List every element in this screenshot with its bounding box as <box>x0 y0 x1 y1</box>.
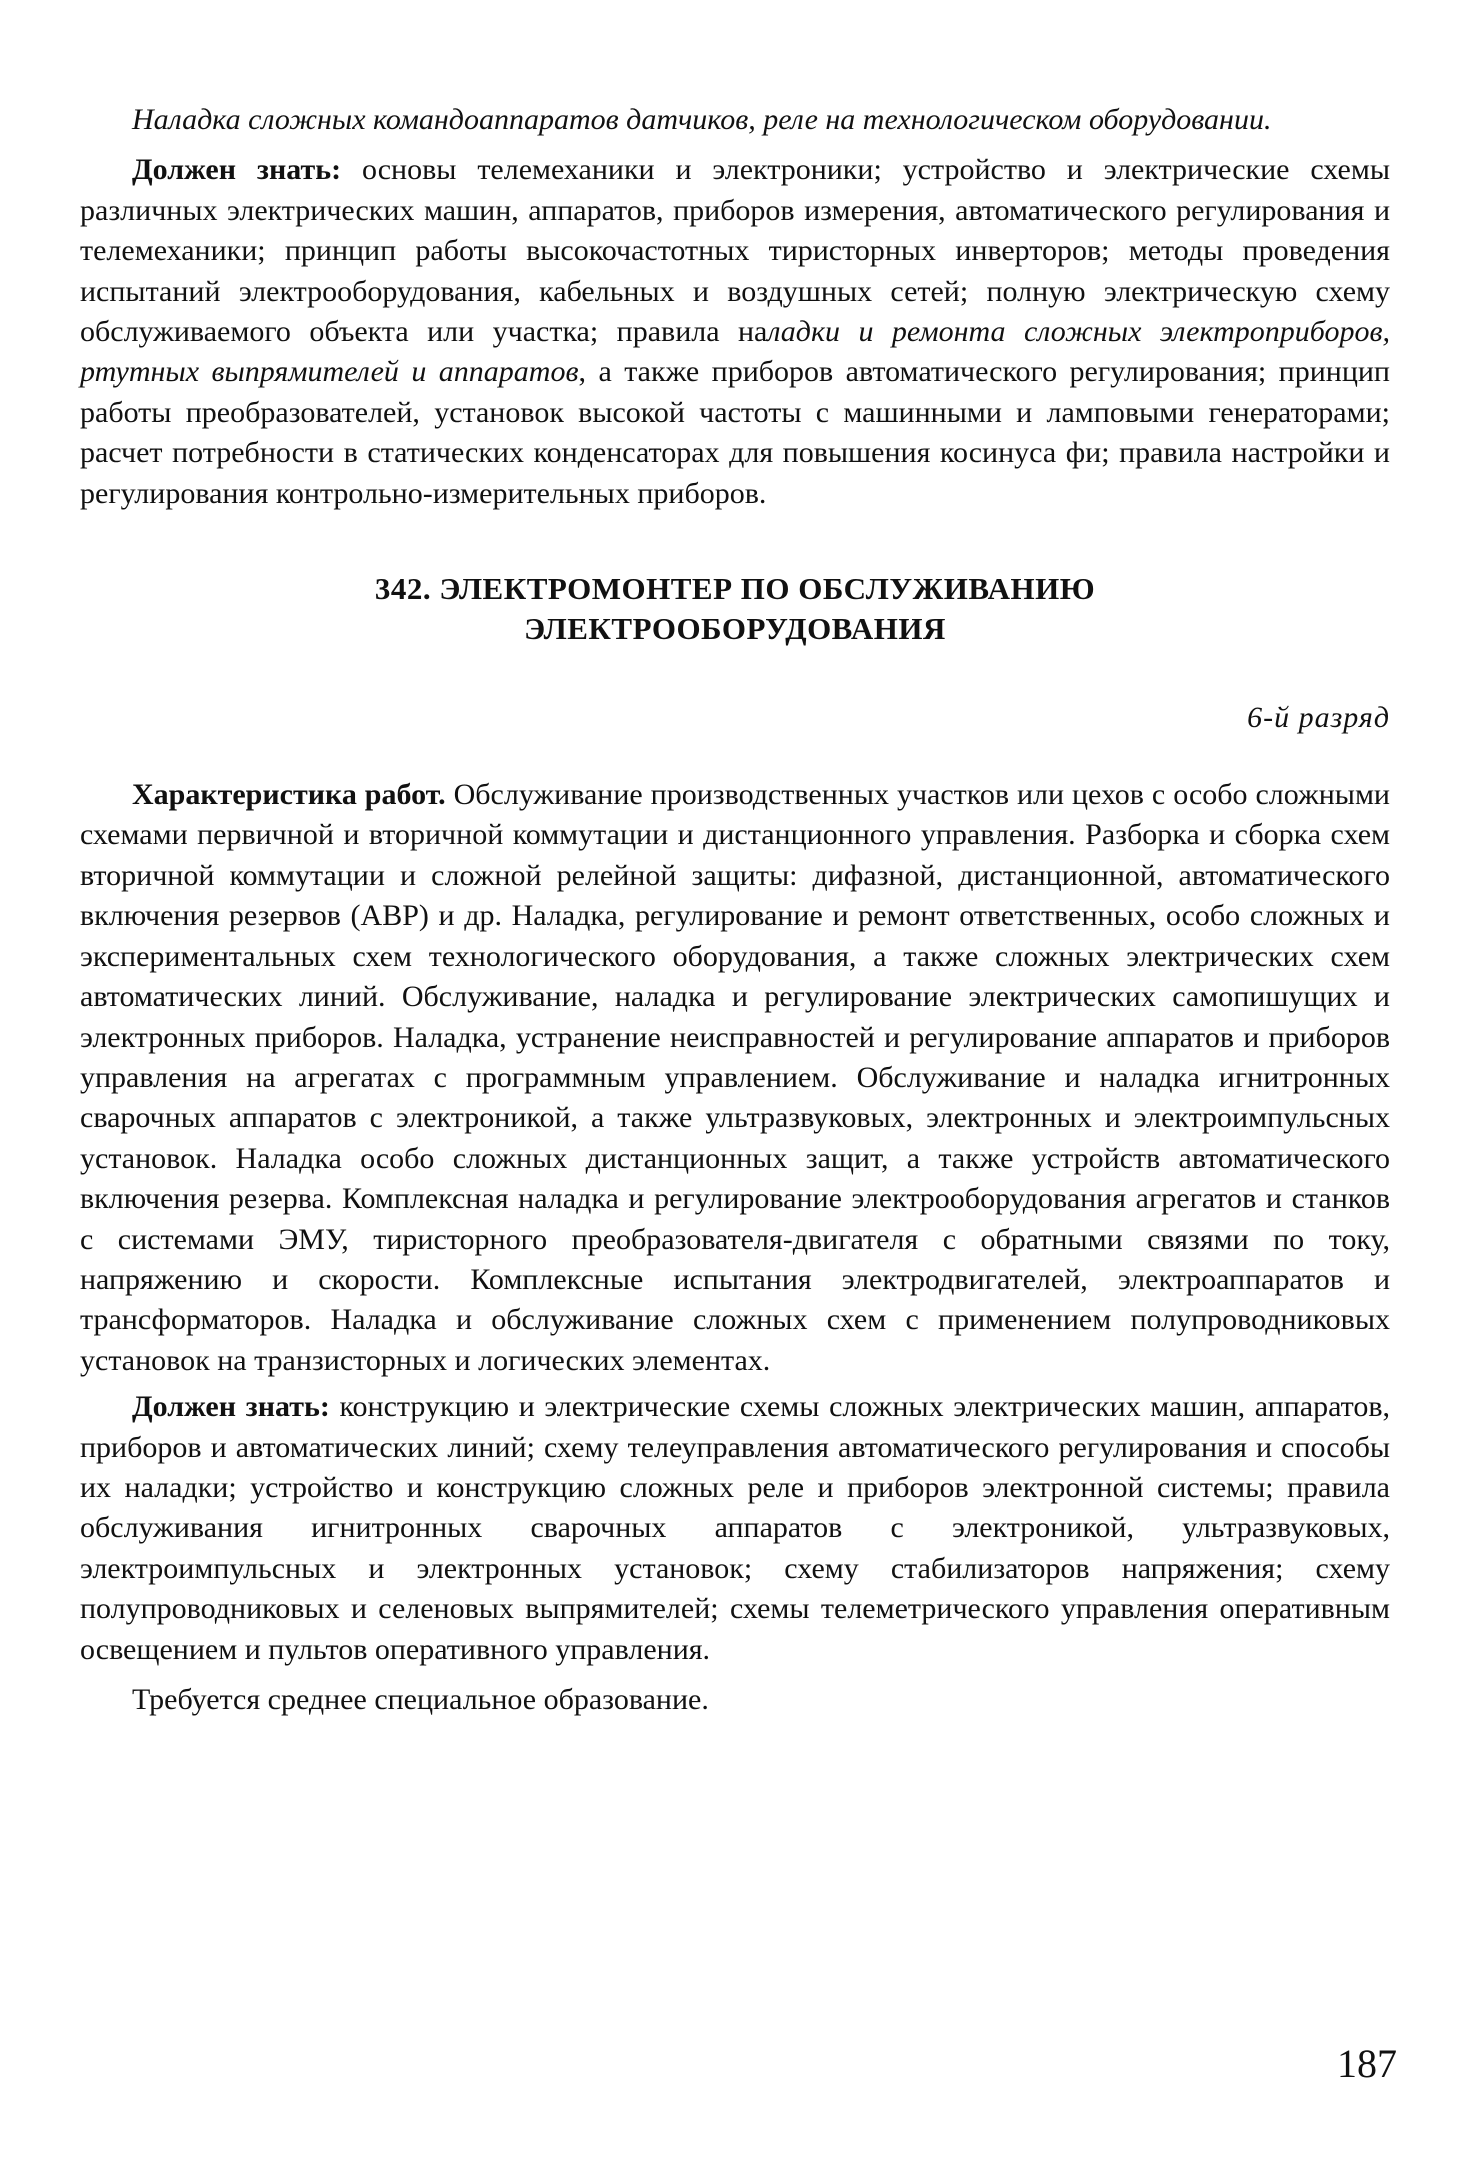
characteristics-label: Характеристика работ. <box>132 778 446 812</box>
must-know-text-2: конструкцию и электрические схемы сложных электрических машин, аппаратов, приборов и автоматических линий; схему телеуправления автоматического регулирования и способы их наладки; устройство и конструкцию сложных реле и приборов электронной системы; правила обслуживания игнитронных сварочных аппаратов с электроникой, ультразвуковых, электроимпульсных и электронных установок; схему стабилизаторов напряжения; схему полупроводниковых и селеновых выпрямителей; схемы телеметрического управления оперативным освещением и пультов оперативного управления. <box>80 1390 1390 1666</box>
characteristics-text: Обслуживание производственных участков или цехов с особо сложными схемами первичной и вторичной коммутации и дистанционного управления. Разборка и сборка схем вторичной коммутации и сложной релейной защиты: дифазной, дистанционной, автоматического включения резервов (АВР) и др. Наладка, регулирование и ремонт ответственных, особо сложных и экспериментальных схем технологического оборудования, а также сложных электрических схем автоматических линий. Обслуживание, наладка и регулирование электрических самопишущих и электронных приборов. Наладка, устранение неисправностей и регулирование аппаратов и приборов управления на агрегатах с программным управлением. Обслуживание и наладка игнитронных сварочных аппаратов с электроникой, а также ультразвуковых, электронных и электроимпульсных установок. Наладка особо сложных дистанционных защит, а также устройств автоматического включения резерва. Комплексная наладка и регулирование электрооборудования агрегатов и станков с системами ЭМУ, тиристорного преобразователя-двигателя с обратными связями по току, напряжению и скорости. Комплексные испытания электродвигателей, электроаппаратов и трансформаторов. Наладка и обслуживание сложных схем с применением полупроводниковых установок на транзисторных и логических элементах. <box>80 778 1390 1377</box>
section-title <box>80 569 1390 649</box>
document-page <box>80 100 1390 1720</box>
section-title-line-1: 342. ЭЛЕКТРОМОНТЕР ПО ОБСЛУЖИВАНИЮ <box>374 571 1096 607</box>
must-know-label-1: Должен знать: <box>132 153 342 187</box>
must-know-label-2: Должен знать: <box>132 1390 330 1424</box>
must-know-text-1-lead: основы телемеханики и электроники; устройство и электрические схемы различных электрических машин, аппаратов, приборов измерения, автоматического регулирования и телемеханики; принцип работы высокочастотных тиристорных инверторов; методы проведения испытаний электрооборудования, кабельных и воздушных сетей; полную электрическую схему обслуживаемого объекта или участка; правила на <box>80 153 1390 349</box>
education-text: Требуется среднее специальное образование. <box>132 1683 709 1716</box>
must-know-paragraph-1 <box>80 150 1390 514</box>
must-know-text-1-tail: , а также приборов автоматического регулирования; принцип работы преобразователей, установок высокой частоты с машинными и ламповыми генераторами; расчет потребности в статических конденсаторах для повышения косинуса фи; правила настройки и регулирования контрольно-измерительных приборов. <box>80 355 1390 510</box>
grade-label: 6-й разряд <box>1247 701 1390 735</box>
education-paragraph <box>80 1680 1390 1720</box>
intro-text: Наладка сложных командоаппаратов датчиков, реле на технологическом оборудовании. <box>132 103 1272 136</box>
must-know-paragraph-2 <box>80 1387 1390 1670</box>
section-title-line-2: ЭЛЕКТРООБОРУДОВАНИЯ <box>524 611 946 647</box>
page-number: 187 <box>1337 2041 1397 2086</box>
characteristics-paragraph <box>80 775 1390 1381</box>
intro-paragraph <box>80 100 1390 140</box>
must-know-text-1-italic: ладки и ремонта сложных электроприборов, ртутных выпрямителей и аппаратов <box>80 315 1390 389</box>
